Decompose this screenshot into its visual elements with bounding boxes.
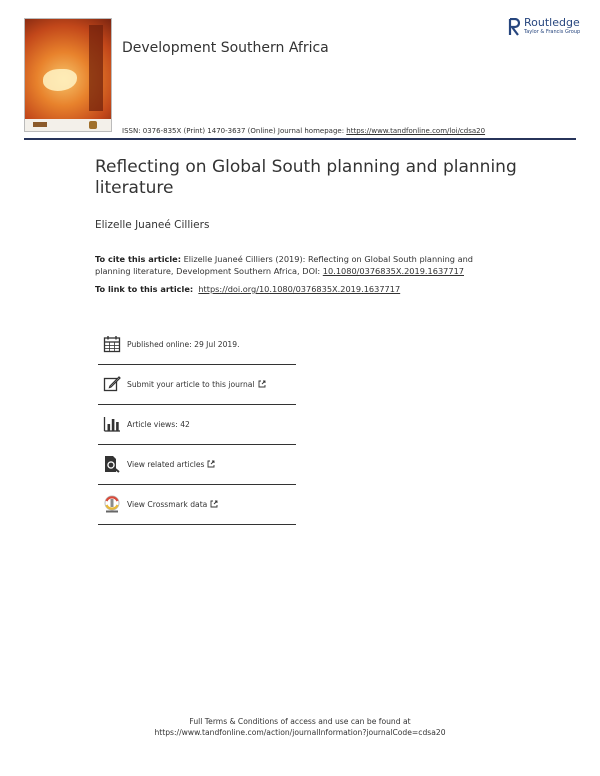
terms-link[interactable]: https://www.tandfonline.com/action/journalInformation?journalCode=cdsa20 bbox=[154, 728, 446, 737]
article-author: Elizelle Juaneé Cilliers bbox=[95, 219, 210, 231]
bar-chart-icon bbox=[103, 415, 121, 433]
submit-article-item[interactable] bbox=[98, 365, 296, 405]
cover-artwork bbox=[25, 19, 111, 119]
publisher-subtitle: Taylor & Francis Group bbox=[524, 29, 581, 35]
article-views-label: Article views: 42 bbox=[127, 420, 190, 429]
article-views-item bbox=[98, 405, 296, 445]
external-link-icon bbox=[258, 380, 266, 388]
terms-text: Full Terms & Conditions of access and use can be found at bbox=[189, 717, 411, 726]
header-divider bbox=[24, 138, 576, 140]
citation-block bbox=[95, 253, 495, 277]
published-online-item bbox=[98, 325, 296, 365]
submit-article-label: Submit your article to this journal bbox=[127, 380, 266, 389]
article-title: Reflecting on Global South planning and planning literature bbox=[95, 157, 517, 198]
terms-footer bbox=[0, 716, 600, 738]
calendar-icon bbox=[103, 335, 121, 353]
cite-label: To cite this article: bbox=[95, 254, 181, 264]
journal-cover-image bbox=[24, 18, 112, 132]
article-link-line bbox=[95, 284, 400, 294]
publisher-name: Routledge bbox=[524, 16, 580, 29]
doi-link[interactable]: 10.1080/0376835X.2019.1637717 bbox=[322, 266, 464, 276]
related-articles-label: View related articles bbox=[127, 460, 215, 469]
link-label: To link to this article: bbox=[95, 284, 194, 294]
issn-text: ISSN: 0376-835X (Print) 1470-3637 (Online) Journal homepage: bbox=[122, 127, 347, 135]
crossmark-item[interactable] bbox=[98, 485, 296, 525]
cite-text: Elizelle Juaneé Cilliers (2019): Reflecting on Global South planning and planning literature, Development Southern Africa, DOI: bbox=[95, 254, 473, 276]
published-online-label: Published online: 29 Jul 2019. bbox=[127, 340, 240, 349]
crossmark-icon bbox=[103, 495, 121, 513]
crossmark-label: View Crossmark data bbox=[127, 500, 218, 509]
journal-title: Development Southern Africa bbox=[122, 40, 329, 56]
routledge-icon bbox=[508, 18, 520, 36]
issn-line bbox=[122, 127, 485, 135]
article-doi-url[interactable]: https://doi.org/10.1080/0376835X.2019.1637717 bbox=[198, 284, 401, 294]
edit-icon bbox=[103, 375, 121, 393]
external-link-icon bbox=[210, 500, 218, 508]
external-link-icon bbox=[207, 460, 215, 468]
journal-homepage-link[interactable]: https://www.tandfonline.com/loi/cdsa20 bbox=[346, 127, 486, 135]
related-articles-item[interactable] bbox=[98, 445, 296, 485]
search-document-icon bbox=[103, 455, 121, 473]
